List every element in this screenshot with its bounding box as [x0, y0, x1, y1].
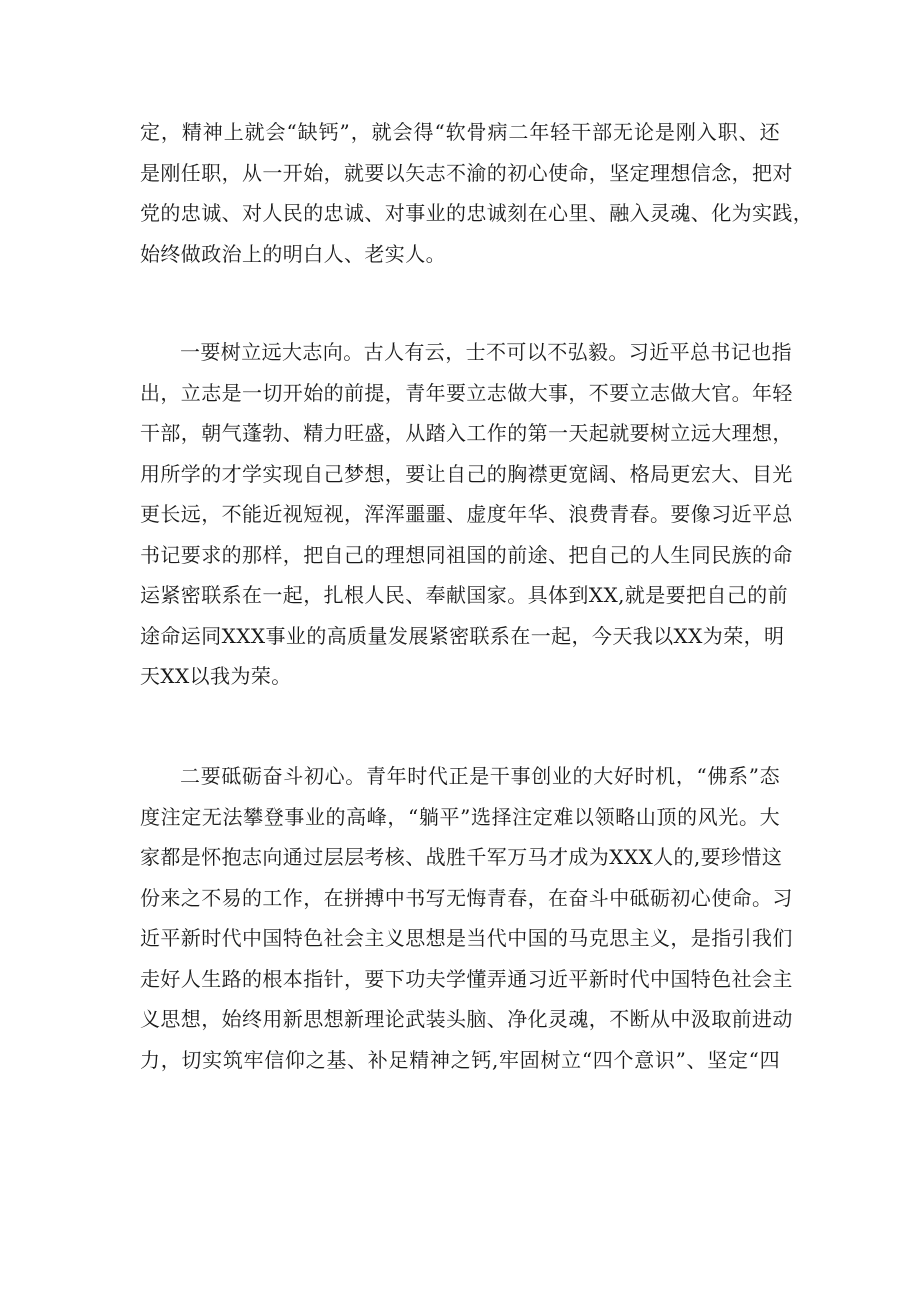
text-line: 是刚任职，从一开始，就要以矢志不渝的初心使命，坚定理想信念，把对	[140, 160, 793, 185]
text-line: 二要砥砺奋斗初心。青年时代正是干事创业的大好时机，“佛系”态	[180, 764, 780, 788]
paragraph-establish-ambition	[140, 332, 793, 697]
text-line: 更长远，不能近视短视，浑浑噩噩、虚度年华、浪费青春。要像习近平总	[140, 502, 793, 526]
text-line: 党的忠诚、对人民的忠诚、对事业的忠诚刻在心里、融入灵魂、化为实践，	[140, 201, 814, 225]
paragraph-continuation	[140, 112, 814, 274]
paragraph-temper-original-aspiration	[140, 756, 793, 1080]
text-line: 家都是怀抱志向通过层层考核、战胜千军万马才成为XXX人的,要珍惜这	[140, 845, 783, 869]
text-line: 度注定无法攀登事业的高峰，“躺平”选择注定难以领略山顶的风光。大	[140, 804, 780, 829]
text-line: 一要树立远大志向。古人有云，士不可以不弘毅。习近平总书记也指	[180, 340, 792, 364]
text-line: 近平新时代中国特色社会主义思想是当代中国的马克思主义，是指引我们	[140, 926, 793, 950]
text-line: 干部，朝气蓬勃、精力旺盛，从踏入工作的第一天起就要树立远大理想，	[140, 421, 793, 445]
text-line: 途命运同XXX事业的高质量发展紧密联系在一起，今天我以XX为荣，明	[140, 623, 785, 648]
text-line: 书记要求的那样，把自己的理想同祖国的前途、把自己的人生同民族的命	[140, 542, 793, 567]
text-line: 始终做政治上的明白人、老实人。	[140, 241, 446, 266]
text-line: 用所学的才学实现自己梦想，要让自己的胸襟更宽阔、格局更宏大、目光	[140, 461, 793, 486]
text-line: 出，立志是一切开始的前提，青年要立志做大事，不要立志做大官。年轻	[140, 380, 793, 405]
text-line: 力，切实筑牢信仰之基、补足精神之钙,牢固树立“四个意识”、坚定“四	[140, 1047, 780, 1072]
text-line: 走好人生路的根本指针，要下功夫学懂弄通习近平新时代中国特色社会主	[140, 966, 793, 991]
text-line: 份来之不易的工作，在拼搏中书写无悔青春，在奋斗中砥砺初心使命。习	[140, 885, 793, 910]
text-line: 义思想，始终用新思想新理论武装头脑、净化灵魂，不断从中汲取前进动	[140, 1007, 793, 1031]
text-line: 定，精神上就会“缺钙”，就会得“软骨病二年轻干部无论是刚入职、还	[140, 120, 780, 144]
text-line: 天XX以我为荣。	[140, 664, 292, 688]
text-line: 运紧密联系在一起，扎根人民、奉献国家。具体到XX,就是要把自己的前	[140, 583, 789, 607]
